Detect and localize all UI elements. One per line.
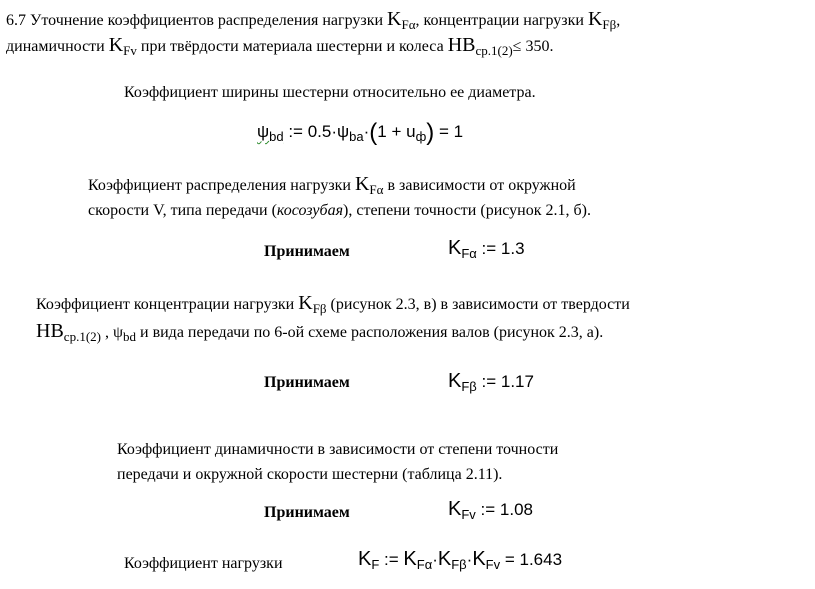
hb-symbol: HB bbox=[447, 34, 476, 56]
subscript-f-beta: Fβ bbox=[451, 557, 467, 572]
k-symbol: K bbox=[403, 548, 417, 570]
separator: , bbox=[100, 324, 113, 341]
heading-text: динамичности bbox=[6, 38, 109, 55]
k-f-alpha-assignment bbox=[448, 237, 525, 260]
k-symbol: K bbox=[448, 237, 462, 259]
conc-text: и вида передачи по 6-ой схеме расположения валов (рисунок 2.3, а). bbox=[136, 324, 604, 341]
psi-symbol: ψ bbox=[112, 324, 123, 341]
k-symbol: K bbox=[108, 34, 124, 56]
heading-text: 6.7 Уточнение коэффициентов распределения нагрузки bbox=[6, 12, 388, 29]
subscript-f-beta: Fβ bbox=[312, 301, 327, 316]
paren-open: ( bbox=[369, 119, 378, 146]
subscript-f-alpha: Fα bbox=[369, 182, 384, 197]
gear-type: косозубая bbox=[276, 202, 344, 219]
k-symbol: K bbox=[298, 292, 313, 314]
heading-line-2 bbox=[6, 35, 553, 57]
hb-symbol: HB bbox=[36, 320, 64, 342]
psi-symbol: ψ bbox=[337, 122, 350, 141]
subscript-bd: bd bbox=[123, 329, 136, 344]
inner-expression: 1 + u bbox=[377, 122, 416, 141]
dyn-coef-line-1: Коэффициент динамичности в зависимости от степени точности bbox=[117, 441, 559, 458]
subscript-bd: bd bbox=[269, 129, 284, 144]
subscript-f: F bbox=[371, 557, 380, 572]
k-f-equation bbox=[358, 548, 562, 571]
dist-text: скорости V, типа передачи ( bbox=[88, 202, 277, 219]
subscript-f-v: Fv bbox=[461, 507, 476, 522]
k-f-beta-assignment bbox=[448, 370, 534, 393]
dist-text: Коэффициент распределения нагрузки bbox=[88, 177, 355, 194]
k-symbol: K bbox=[448, 370, 462, 392]
subscript-f-beta: Fβ bbox=[602, 17, 617, 32]
k-symbol: K bbox=[437, 548, 452, 570]
result: = 1.643 bbox=[500, 550, 563, 569]
load-coef-label: Коэффициент нагрузки bbox=[124, 555, 283, 572]
accept-label-2: Принимаем bbox=[264, 374, 350, 391]
subscript-f-v: Fv bbox=[485, 557, 501, 572]
k-symbol: K bbox=[387, 8, 402, 30]
dot-op: · bbox=[466, 550, 473, 569]
subscript-hb: ср.1(2) bbox=[63, 329, 101, 344]
accept-label-1: Принимаем bbox=[264, 243, 350, 260]
paren-close: ) bbox=[426, 119, 435, 146]
subscript-f-alpha: Fα bbox=[401, 17, 416, 32]
conc-coef-line-2 bbox=[36, 321, 603, 343]
k-symbol: K bbox=[354, 173, 370, 195]
assign-value: := 1.08 bbox=[475, 500, 533, 519]
psi-bd-variable bbox=[257, 122, 284, 144]
subscript-f-alpha: Fα bbox=[461, 246, 477, 261]
conc-text: (рисунок 2.3, в) в зависимости от твердости bbox=[326, 296, 630, 313]
k-f-v-assignment bbox=[448, 498, 533, 521]
width-coef-text: Коэффициент ширины шестерни относительно ее диаметра. bbox=[124, 84, 536, 101]
k-symbol: K bbox=[448, 498, 462, 520]
dyn-coef-line-2: передачи и окружной скорости шестерни (таблица 2.11). bbox=[117, 466, 503, 483]
assign-value: := 1.3 bbox=[476, 239, 525, 258]
subscript-f-alpha: Fα bbox=[416, 557, 433, 572]
heading-line-1 bbox=[6, 9, 620, 31]
dist-text: ), степени точности (рисунок 2.1, б). bbox=[343, 202, 591, 219]
subscript-f: ф bbox=[415, 129, 427, 144]
k-symbol: K bbox=[358, 548, 372, 570]
result: = 1 bbox=[434, 122, 464, 141]
heading-text: , концентрации нагрузки bbox=[415, 12, 588, 29]
conc-text: Коэффициент концентрации нагрузки bbox=[36, 296, 299, 313]
heading-text: ≤ 350. bbox=[512, 38, 554, 55]
psi-symbol: ψ bbox=[257, 122, 270, 141]
dist-text: в зависимости от окружной bbox=[383, 177, 576, 194]
assign-value: := 1.17 bbox=[476, 372, 534, 391]
subscript-ba: ba bbox=[349, 129, 364, 144]
assign-op: := bbox=[379, 550, 404, 569]
heading-text: , bbox=[616, 12, 621, 29]
k-symbol: K bbox=[472, 548, 486, 570]
k-symbol: K bbox=[587, 8, 603, 30]
accept-label-3: Принимаем bbox=[264, 504, 350, 521]
psi-bd-equation bbox=[257, 119, 463, 147]
heading-text: при твёрдости материала шестерни и колеса bbox=[136, 38, 448, 55]
subscript-hb: ср.1(2) bbox=[475, 43, 513, 58]
dot-op: · bbox=[363, 122, 370, 141]
dot-op: · bbox=[432, 550, 438, 569]
dist-coef-line-1 bbox=[88, 174, 576, 196]
conc-coef-line-1 bbox=[36, 293, 630, 315]
dist-coef-line-2 bbox=[88, 201, 591, 221]
subscript-f-v: Fv bbox=[123, 43, 137, 58]
assign-op: := 0.5· bbox=[288, 122, 337, 141]
subscript-f-beta: Fβ bbox=[461, 379, 477, 394]
